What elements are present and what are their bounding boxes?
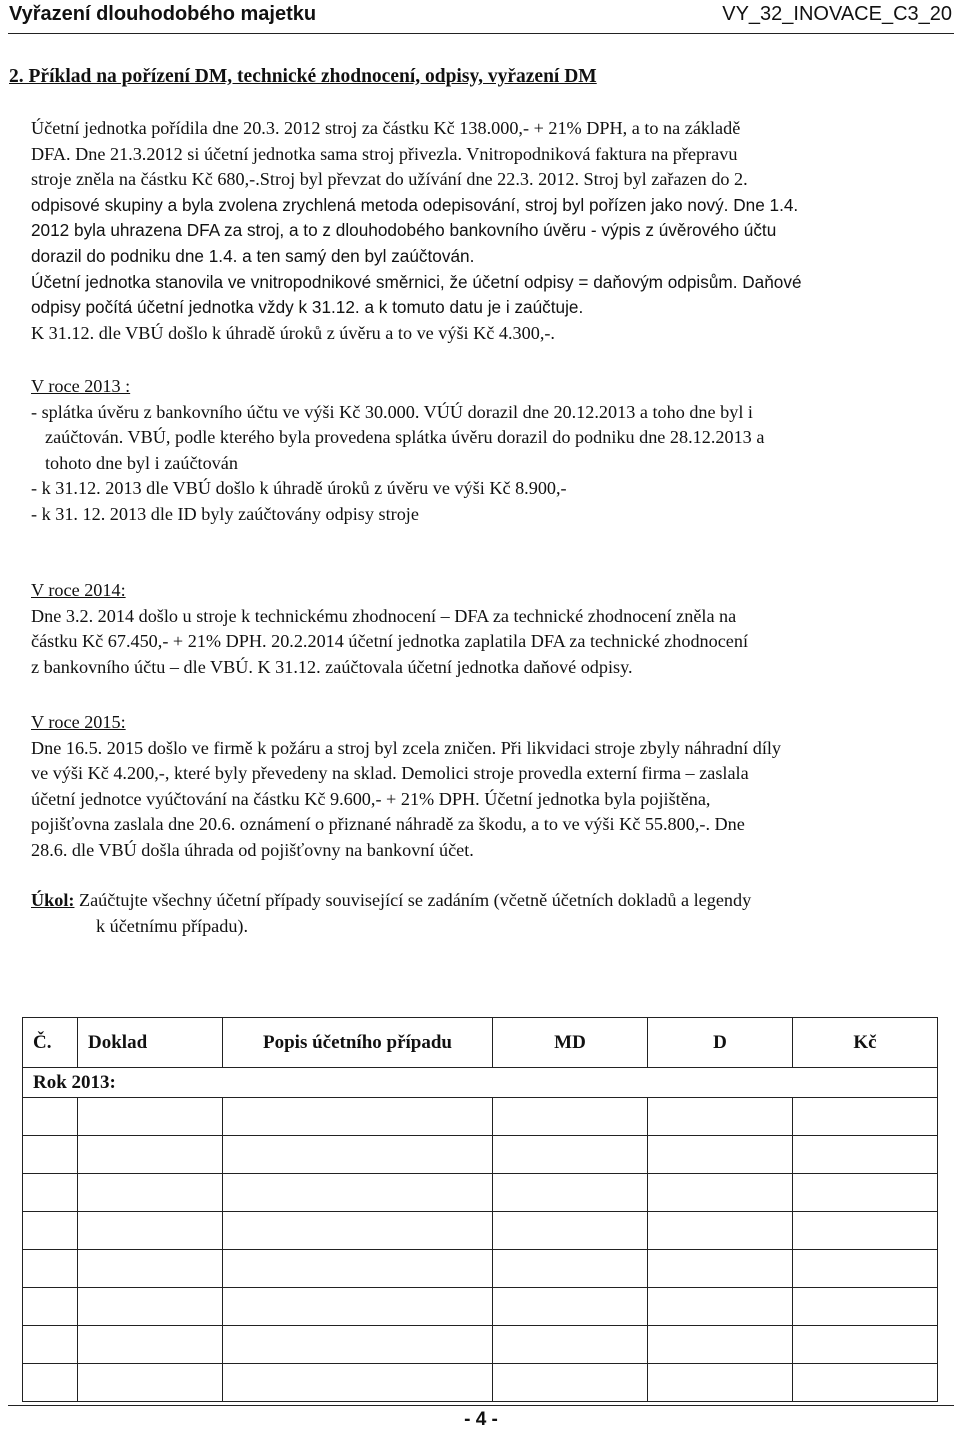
year-2014-heading: V roce 2014: <box>31 580 126 600</box>
year-2014-line: z bankovního účtu – dle VBÚ. K 31.12. zaúčtovala účetní jednotka daňové odpisy. <box>31 656 633 677</box>
intro-line: Účetní jednotka stanovila ve vnitropodnikové směrnici, že účetní odpisy = daňovým odpisům. Daňové <box>31 271 802 292</box>
section-title: 2. Příklad na pořízení DM, technické zhodnocení, odpisy, vyřazení DM <box>9 66 597 87</box>
header-code: VY_32_INOVACE_C3_20 <box>722 3 952 25</box>
table-row[interactable] <box>23 1250 938 1288</box>
year-2015-line: 28.6. dle VBÚ došla úhrada od pojišťovny na bankovní účet. <box>31 839 474 860</box>
intro-line: Účetní jednotka pořídila dne 20.3. 2012 stroj za částku Kč 138.000,- + 21% DPH, a to na základě <box>31 118 741 138</box>
col-header-doklad: Doklad <box>78 1018 223 1068</box>
table-row[interactable] <box>23 1174 938 1212</box>
task-text-cont: k účetnímu případu). <box>96 915 249 936</box>
col-header-number: Č. <box>23 1018 78 1068</box>
year-row-label: Rok 2013: <box>23 1068 938 1098</box>
year-2015-heading: V roce 2015: <box>31 712 126 732</box>
year-2013-line: tohoto dne byl i zaúčtován <box>45 452 238 473</box>
col-header-popis: Popis účetního případu <box>223 1018 493 1068</box>
intro-line: odpisové skupiny a byla zvolena zrychlená metoda odepisování, stroj byl pořízen jako nový. Dne 1.4. <box>31 194 799 215</box>
year-2014-line: částku Kč 67.450,- + 21% DPH. 20.2.2014 účetní jednotka zaplatila DFA za technické zhodnocení <box>31 631 749 652</box>
task-label: Úkol: <box>31 890 75 910</box>
year-2013-line: - k 31.12. 2013 dle VBÚ došlo k úhradě úroků z úvěru ve výši Kč 8.900,- <box>31 478 567 499</box>
year-2013-section <box>31 374 956 528</box>
table-row[interactable] <box>23 1212 938 1250</box>
year-2014-section <box>31 578 956 680</box>
table-header-row <box>23 1018 938 1068</box>
year-2014-line: Dne 3.2. 2014 došlo u stroje k technickému zhodnocení – DFA za technické zhodnocení zněla na <box>31 605 737 626</box>
year-2013-line: - k 31. 12. 2013 dle ID byly zaúčtovány odpisy stroje <box>31 503 419 524</box>
intro-line: 2012 byla uhrazena DFA za stroj, a to z dlouhodobého bankovního úvěru - výpis z úvěrového účtu <box>31 220 777 241</box>
table-year-row <box>23 1068 938 1098</box>
page-footer <box>8 1405 954 1431</box>
table-row[interactable] <box>23 1136 938 1174</box>
task-section <box>31 888 956 939</box>
table-row[interactable] <box>23 1326 938 1364</box>
ledger-table <box>22 1017 938 1402</box>
year-2015-section <box>31 710 956 864</box>
table-row[interactable] <box>23 1288 938 1326</box>
year-2015-line: Dne 16.5. 2015 došlo ve firmě k požáru a stroj byl zcela zničen. Při likvidaci stroje zbyly náhradní díly <box>31 737 782 758</box>
year-2013-line: - splátka úvěru z bankovního účtu ve výši Kč 30.000. VÚÚ dorazil dne 20.12.2013 a toho dne byl i <box>31 401 753 422</box>
page-number: - 4 - <box>464 1409 498 1430</box>
year-2013-heading: V roce 2013 : <box>31 376 131 396</box>
intro-line: dorazil do podniku dne 1.4. a ten samý den byl zaúčtován. <box>31 245 475 266</box>
intro-line: DFA. Dne 21.3.2012 si účetní jednotka sama stroj přivezla. Vnitropodniková faktura na přepravu <box>31 143 738 164</box>
table-row[interactable] <box>23 1098 938 1136</box>
intro-paragraph <box>31 116 956 346</box>
year-2015-line: pojišťovna zaslala dne 20.6. oznámení o přiznané náhradě za škodu, a to ve výši Kč 55.800,-. Dne <box>31 814 745 835</box>
col-header-d: D <box>648 1018 793 1068</box>
intro-line: stroje zněla na částku Kč 680,-.Stroj byl převzat do užívání dne 22.3. 2012. Stroj byl zařazen do 2. <box>31 169 748 190</box>
col-header-kc: Kč <box>793 1018 938 1068</box>
table-row[interactable] <box>23 1364 938 1402</box>
header-title: Vyřazení dlouhodobého majetku <box>9 3 317 25</box>
year-2015-line: účetní jednotce vyúčtování na částku Kč 9.600,- + 21% DPH. Účetní jednotka byla pojištěna, <box>31 788 711 809</box>
year-2013-line: zaúčtován. VBÚ, podle kterého byla provedena splátka úvěru dorazil do podniku dne 28.12.2013 a <box>45 427 765 448</box>
intro-line: odpisy počítá účetní jednotka vždy k 31.12. a k tomuto datu je i zaúčtuje. <box>31 297 584 318</box>
col-header-md: MD <box>493 1018 648 1068</box>
page-header <box>8 0 954 34</box>
task-text: Zaúčtujte všechny účetní případy související se zadáním (včetně účetních dokladů a legendy <box>74 890 752 910</box>
intro-line: K 31.12. dle VBÚ došlo k úhradě úroků z úvěru a to ve výši Kč 4.300,-. <box>31 322 555 343</box>
year-2015-line: ve výši Kč 4.200,-, které byly převedeny na sklad. Demolici stroje provedla externí firma – zaslala <box>31 763 749 784</box>
